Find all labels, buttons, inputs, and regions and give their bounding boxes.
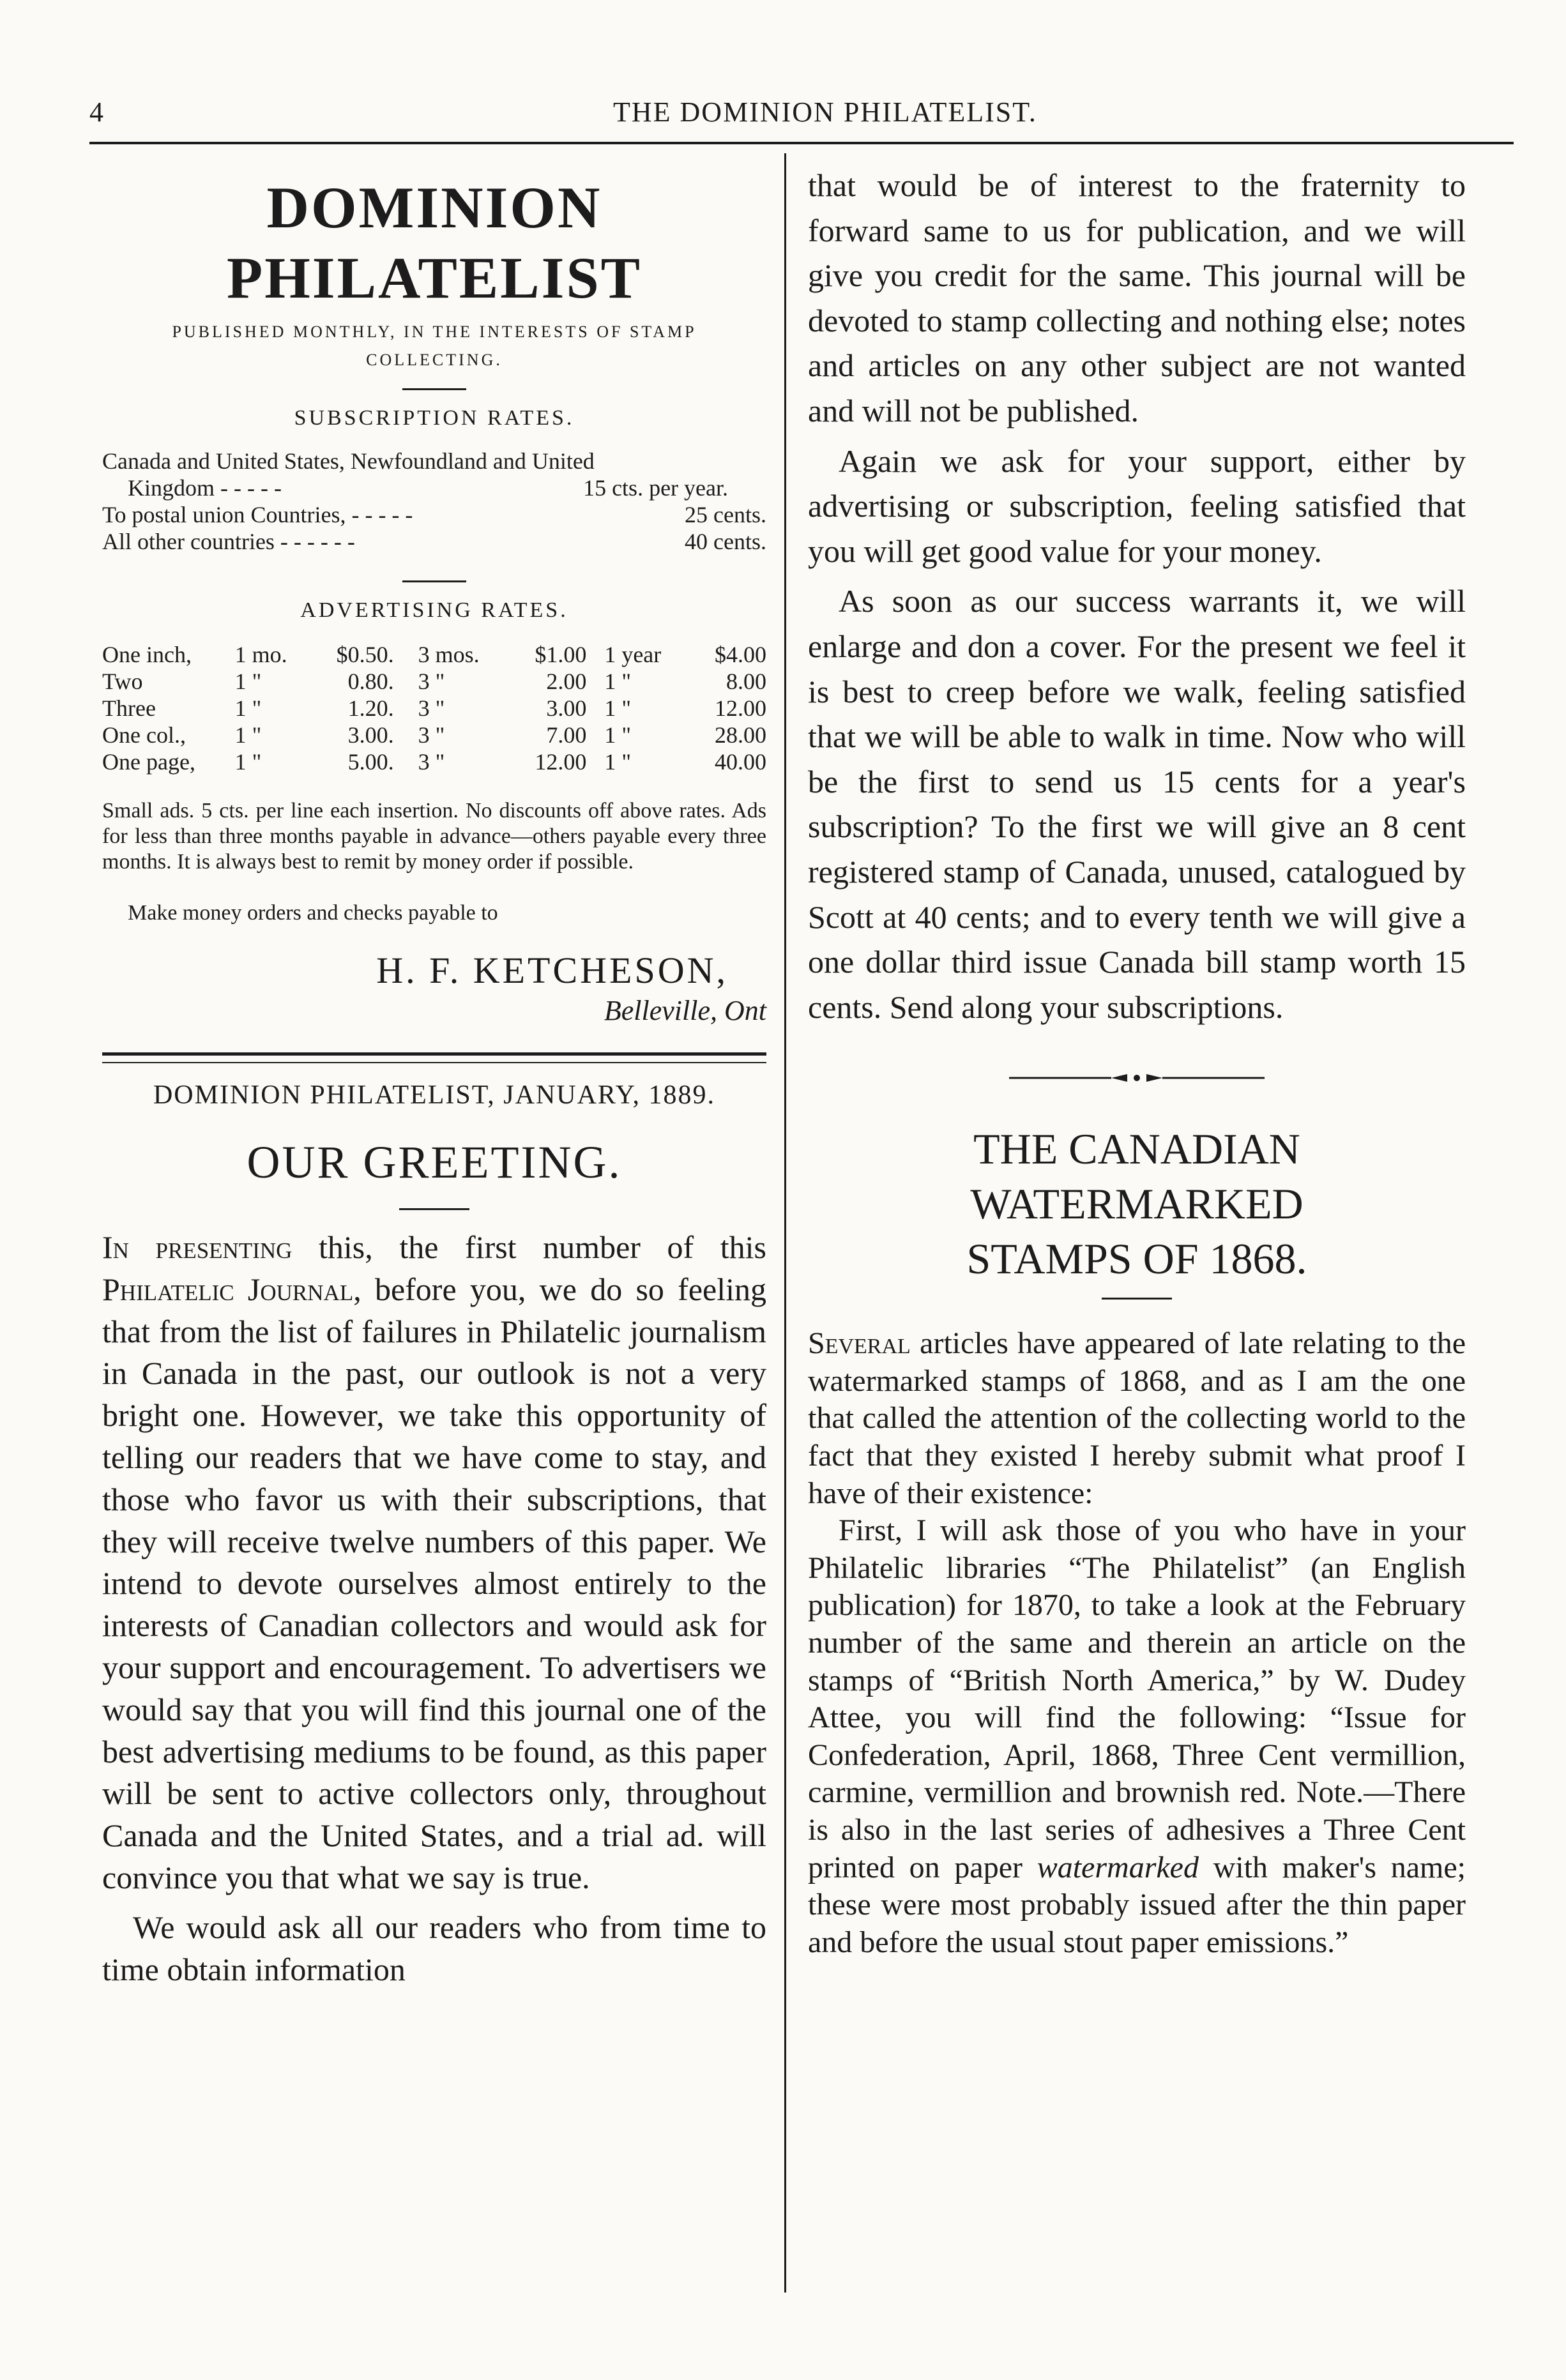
watermarked-title <box>808 1121 1466 1286</box>
rate-label: Kingdom - - - - - <box>128 475 282 501</box>
advertising-heading: ADVERTISING RATES. <box>300 598 568 622</box>
advertising-rate-row <box>102 722 766 748</box>
subscription-line <box>102 474 766 501</box>
rate-cell: 8.00 <box>726 669 766 694</box>
watermarked-body <box>808 1325 1466 1961</box>
rate-value: 40 cents. <box>685 529 766 554</box>
publisher-location: Belleville, Ont <box>604 995 766 1026</box>
lead-in: Several <box>808 1326 911 1361</box>
rate-value: 25 cents. <box>685 502 766 527</box>
rate-cell: Three <box>102 695 156 721</box>
masthead-subtitle-line1: PUBLISHED MONTHLY, IN THE INTERESTS OF STAMP <box>172 322 697 341</box>
paragraph: First, I will ask those of you who have in your Philatelic libraries “The Philatelist” (an English publication) for 1870, to take a look at the February number of the same and therein an article on the stamps of “British North America,” by W. Dudey Attee, you will find the following: “Issue for Confederation, April, 1868, Three Cent vermillion, carmine, vermillion and brownish red. Note.—There is also in the last series of adhesives a Three Cent printed on paper watermarked with maker's name; these were most probably issued after the thin paper and before the usual stout paper emissions.” <box>808 1513 1466 1959</box>
advertising-rate-row <box>102 668 766 695</box>
greeting-title: OUR GREETING. <box>247 1137 622 1188</box>
rate-cell: 7.00 <box>546 722 587 748</box>
rate-cell: $0.50. <box>336 642 394 667</box>
rate-cell: 1 " <box>604 722 632 748</box>
divider-rule <box>1102 1298 1172 1300</box>
rate-cell: 1 " <box>234 722 262 748</box>
rate-cell: 3.00 <box>546 695 587 721</box>
paragraph: Again we ask for your support, either by advertising or subscription, feeling satisfied that you will get good value for your money. <box>808 443 1466 569</box>
greeting-body <box>102 1227 766 1990</box>
rate-cell: 1 " <box>234 669 262 694</box>
subscription-line: Canada and United States, Newfoundland and United <box>102 448 595 474</box>
rate-cell: 3 " <box>418 695 445 721</box>
page-number: 4 <box>89 96 103 128</box>
rate-cell: 1 " <box>604 695 632 721</box>
double-rule <box>102 1052 766 1063</box>
issue-dateline: DOMINION PHILATELIST, JANUARY, 1889. <box>153 1080 716 1110</box>
rate-cell: 1 " <box>234 695 262 721</box>
ornament-icon <box>984 1072 1290 1084</box>
publisher-name: H. F. KETCHESON, <box>376 950 728 991</box>
rate-cell: 0.80. <box>347 669 394 694</box>
rate-cell: 12.00 <box>535 749 587 775</box>
title-line: THE CANADIAN WATERMARKED <box>970 1125 1304 1229</box>
divider-rule <box>402 388 466 390</box>
rate-label: To postal union Countries, - - - - - <box>102 502 413 527</box>
paragraph: that would be of interest to the fraternity to forward same to us for publication, and we will give you credit for the same. This journal will be devoted to stamp collecting and nothing else; notes and articles on any other subject are not wanted and will not be published. <box>808 167 1466 428</box>
ads-note: Small ads. 5 cts. per line each insertion. No discounts off above rates. Ads for less than three months payable in advance—others payable every three months. It is always best to remit by money order if possible. <box>102 799 766 874</box>
rate-cell: 40.00 <box>715 749 766 775</box>
paragraph: Several articles have appeared of late relating to the watermarked stamps of 1868, and as I am the one that called the attention of the collecting world to the fact that they existed I hereby submit what proof I have of their existence: <box>808 1326 1466 1510</box>
rate-cell: 3 " <box>418 722 445 748</box>
rate-cell: $4.00 <box>715 642 766 667</box>
section-flourish <box>808 1068 1466 1089</box>
rate-cell: 1 " <box>604 669 632 694</box>
rate-label: All other countries - - - - - - <box>102 529 355 554</box>
divider-rule <box>399 1208 469 1210</box>
rate-cell: 3 mos. <box>418 642 480 667</box>
right-column <box>808 163 1466 1961</box>
column-divider <box>784 153 786 2293</box>
paragraph: We would ask all our readers who from time to time obtain information <box>102 1909 766 1987</box>
rate-cell: 1 year <box>604 642 662 667</box>
rate-cell: Two <box>102 669 143 694</box>
rate-cell: 3 " <box>418 749 445 775</box>
title-line: STAMPS OF 1868. <box>966 1234 1307 1284</box>
masthead-subtitle <box>102 318 766 374</box>
subscription-heading: SUBSCRIPTION RATES. <box>294 406 575 430</box>
subscription-line <box>102 528 766 555</box>
subscription-line <box>102 501 766 528</box>
rate-cell: 2.00 <box>546 669 587 694</box>
running-title: THE DOMINION PHILATELIST. <box>613 96 1037 128</box>
rate-cell: 3 " <box>418 669 445 694</box>
rate-cell: 3.00. <box>347 722 394 748</box>
rate-cell: 1.20. <box>347 695 394 721</box>
greeting-continued <box>808 163 1466 1029</box>
rate-cell: $1.00 <box>535 642 587 667</box>
advertising-rate-row <box>102 641 766 668</box>
rate-cell: 1 " <box>604 749 632 775</box>
left-column <box>102 153 766 1990</box>
masthead-title: DOMINION PHILATELIST <box>227 175 642 310</box>
running-header <box>89 96 1514 134</box>
header-rule <box>89 142 1514 144</box>
advertising-rates-table <box>102 641 766 775</box>
rate-cell: 1 mo. <box>234 642 287 667</box>
rate-cell: 5.00. <box>347 749 394 775</box>
rate-cell: 1 " <box>234 749 262 775</box>
payable-note: Make money orders and checks payable to <box>128 901 498 925</box>
advertising-rate-row <box>102 748 766 775</box>
rate-value: 15 cts. per year. <box>583 475 728 501</box>
rate-cell: 28.00 <box>715 722 766 748</box>
rate-cell: One inch, <box>102 642 192 667</box>
subscription-rates <box>102 448 766 555</box>
advertising-rate-row <box>102 695 766 722</box>
paragraph: In presenting this, the first number of this Philatelic Journal, before you, we do so feeling that from the list of failures in Philatelic journalism in Canada in the past, our outlook is not a very bright one. However, we take this opportunity of telling our readers that we have come to stay, and those who favor us with their subscriptions, that they will receive twelve numbers of this paper. We intend to devote ourselves almost entirely to the interests of Canadian collectors and would ask for your support and encouragement. To advertisers we would say that you will find this journal one of the best advertising mediums to be found, as this paper will be sent to active collectors only, throughout Canada and the United States, and a trial ad. will convince you that what we say is true. <box>102 1229 766 1895</box>
divider-rule <box>402 580 466 582</box>
rate-cell: 12.00 <box>715 695 766 721</box>
paragraph: As soon as our success warrants it, we will enlarge and don a cover. For the present we feel it is best to creep before we walk, feeling satisfied that we will be able to walk in time. Now who will be the first to send us 15 cents for a year's subscription? To the first we will give an 8 cent registered stamp of Canada, unused, catalogued by Scott at 40 cents; and to every tenth we will give a one dollar third issue Canada bill stamp worth 15 cents. Send along your subscriptions. <box>808 583 1466 1025</box>
rate-cell: One page, <box>102 749 195 775</box>
lead-in: In presenting <box>102 1229 293 1265</box>
masthead-subtitle-line2: COLLECTING. <box>366 351 503 369</box>
rate-cell: One col., <box>102 722 186 748</box>
